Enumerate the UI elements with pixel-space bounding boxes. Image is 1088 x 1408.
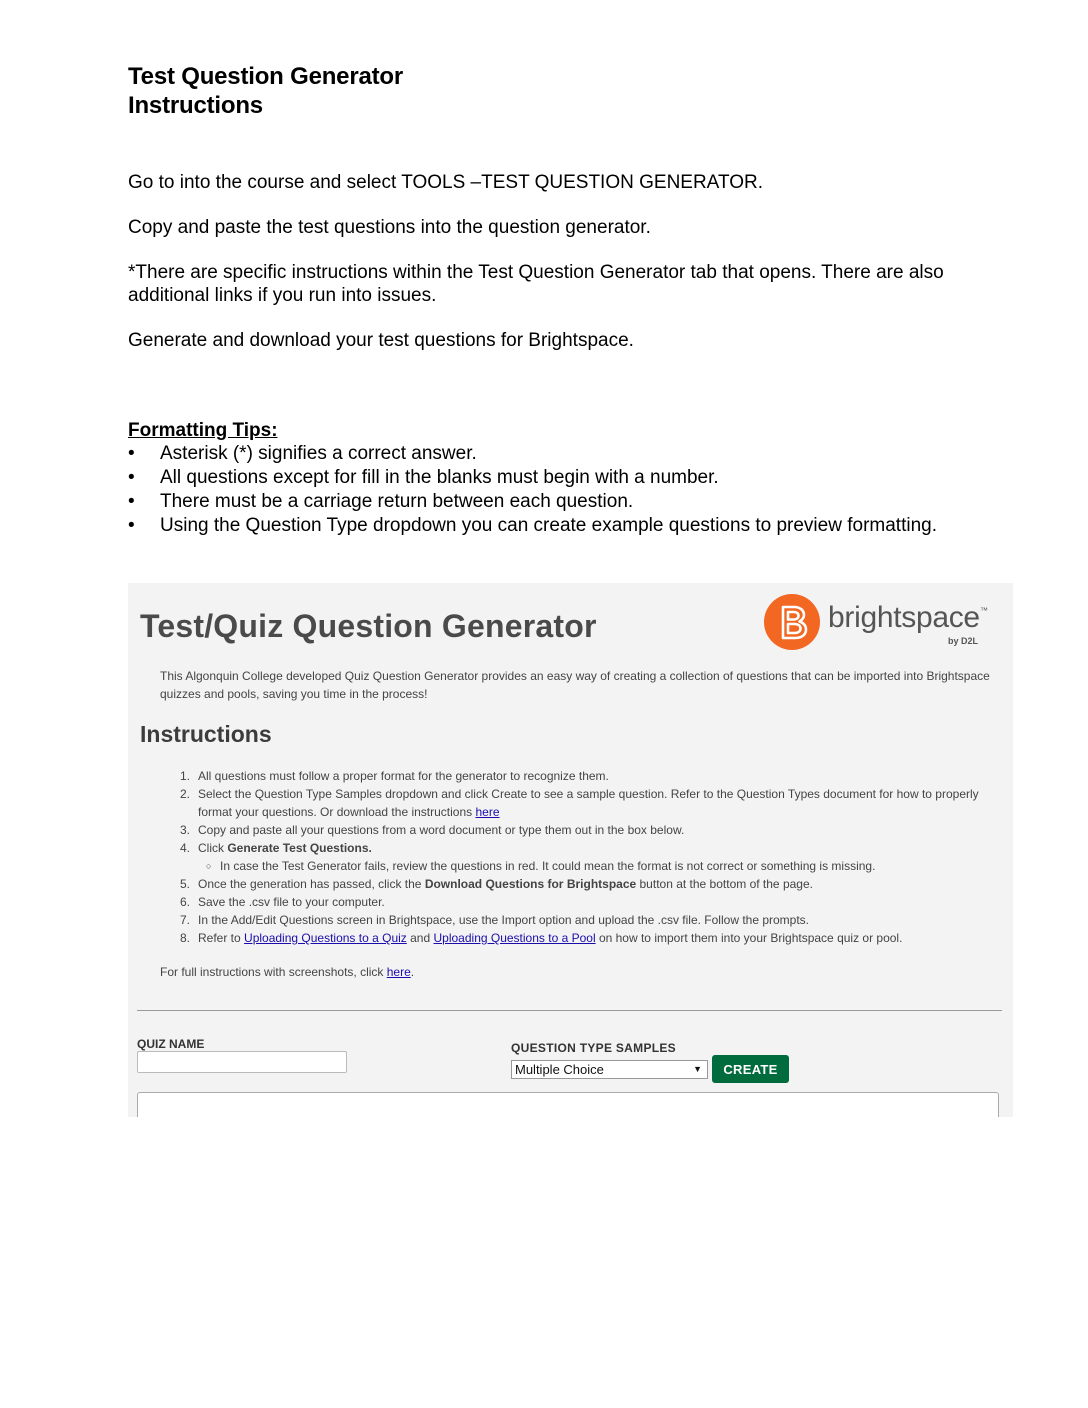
step-number: 7. — [180, 913, 191, 927]
formatting-tips-list — [128, 443, 958, 537]
list-item — [180, 911, 980, 929]
list-item — [180, 767, 980, 785]
document-title — [128, 62, 958, 120]
full-instructions-text — [160, 965, 414, 979]
document — [128, 62, 958, 539]
list-item — [128, 467, 958, 489]
logo-wordmark: brightspace — [828, 601, 980, 634]
question-type-select[interactable] — [511, 1060, 708, 1079]
step-text: Click — [198, 841, 228, 855]
full-instructions-suffix: . — [410, 965, 415, 979]
instructions-heading: Instructions — [140, 721, 272, 747]
logo-trademark: ™ — [980, 606, 988, 615]
tip-text: Asterisk (*) signifies a correct answer. — [160, 443, 477, 464]
step-number: 6. — [180, 895, 191, 909]
step-number: 8. — [180, 931, 191, 945]
step-text: Once the generation has passed, click the — [198, 877, 425, 891]
step-text: Refer to — [198, 931, 245, 945]
list-item — [180, 893, 980, 911]
full-instructions-link[interactable]: here — [386, 965, 411, 979]
uploading-to-quiz-link[interactable]: Uploading Questions to a Quiz — [244, 931, 407, 945]
quiz-name-label: QUIZ NAME — [137, 1037, 205, 1051]
step-text-mid: and — [406, 931, 434, 945]
instruction-steps — [180, 767, 980, 947]
step-text-suffix: on how to import them into your Brightspace quiz or pool. — [595, 931, 903, 945]
download-instructions-link[interactable]: here — [475, 805, 500, 819]
paragraph-2: Copy and paste the test questions into the question generator. — [128, 217, 651, 238]
list-item — [180, 839, 980, 857]
step-text: Copy and paste all your questions from a word document or type them out in the box below. — [198, 823, 685, 837]
brightspace-b-icon — [764, 594, 820, 650]
question-type-selected: Multiple Choice — [515, 1062, 604, 1077]
tip-text: Using the Question Type dropdown you can create example questions to preview formatting. — [160, 515, 937, 536]
step-text: In the Add/Edit Questions screen in Brightspace, use the Import option and upload the .csv file. Follow the prompts. — [198, 913, 810, 927]
sub-list-item — [180, 857, 980, 875]
paragraph-1: Go to into the course and select TOOLS –TEST QUESTION GENERATOR. — [128, 172, 763, 193]
list-item — [128, 515, 958, 537]
step-number: 5. — [180, 877, 191, 891]
document-title-line2: Instructions — [128, 92, 263, 119]
paragraph-4: Generate and download your test questions for Brightspace. — [128, 330, 634, 351]
formatting-tips-heading: Formatting Tips: — [128, 420, 278, 441]
brightspace-logo — [762, 592, 992, 652]
uploading-to-pool-link[interactable]: Uploading Questions to a Pool — [433, 931, 596, 945]
step-number: 3. — [180, 823, 191, 837]
step-bold-text: Generate Test Questions. — [227, 841, 372, 855]
step-number: 1. — [180, 769, 191, 783]
circle-bullet-icon: ○ — [206, 861, 212, 871]
step-number: 2. — [180, 787, 191, 801]
chevron-down-icon: ▼ — [693, 1064, 702, 1074]
bullet-icon: • — [128, 443, 135, 464]
step-text-suffix: button at the bottom of the page. — [636, 877, 813, 891]
step-text: Select the Question Type Samples dropdown and click Create to see a sample question. Refer to the Question Types document for how to properly format your questions. Or download the instructions — [198, 787, 979, 819]
list-item — [180, 875, 980, 893]
bullet-icon: • — [128, 467, 135, 488]
full-instructions-prefix: For full instructions with screenshots, click — [160, 965, 387, 979]
list-item — [128, 443, 958, 465]
step-text: Save the .csv file to your computer. — [198, 895, 385, 909]
create-button[interactable]: CREATE — [712, 1055, 789, 1083]
logo-byline: by D2L — [948, 636, 979, 646]
list-item — [180, 821, 980, 839]
step-text: All questions must follow a proper format for the generator to recognize them. — [198, 769, 609, 783]
paragraph-3: *There are specific instructions within the Test Question Generator tab that opens. There are also additional links if you run into issues. — [128, 262, 944, 306]
sub-step-text: In case the Test Generator fails, review the questions in red. It could mean the format is not correct or something is missing. — [220, 859, 876, 873]
questions-textarea[interactable] — [137, 1092, 999, 1117]
intro-text: This Algonquin College developed Quiz Question Generator provides an easy way of creating a collection of questions that can be imported into Brightspace quizzes and pools, saving you time in the process! — [160, 669, 990, 701]
question-type-samples-label: QUESTION TYPE SAMPLES — [511, 1041, 676, 1055]
generator-screenshot — [128, 583, 1013, 1117]
tip-text: There must be a carriage return between each question. — [160, 491, 634, 512]
step-bold-text: Download Questions for Brightspace — [424, 877, 637, 891]
tip-text: All questions except for fill in the blanks must begin with a number. — [160, 467, 719, 488]
step-number: 4. — [180, 841, 191, 855]
bullet-icon: • — [128, 515, 135, 536]
quiz-name-input[interactable] — [137, 1051, 347, 1073]
app-title: Test/Quiz Question Generator — [140, 608, 597, 644]
document-title-line1: Test Question Generator — [128, 63, 404, 90]
bullet-icon: • — [128, 491, 135, 512]
list-item — [180, 785, 980, 821]
list-item — [180, 929, 980, 947]
divider — [137, 1010, 1002, 1011]
list-item — [128, 491, 958, 513]
